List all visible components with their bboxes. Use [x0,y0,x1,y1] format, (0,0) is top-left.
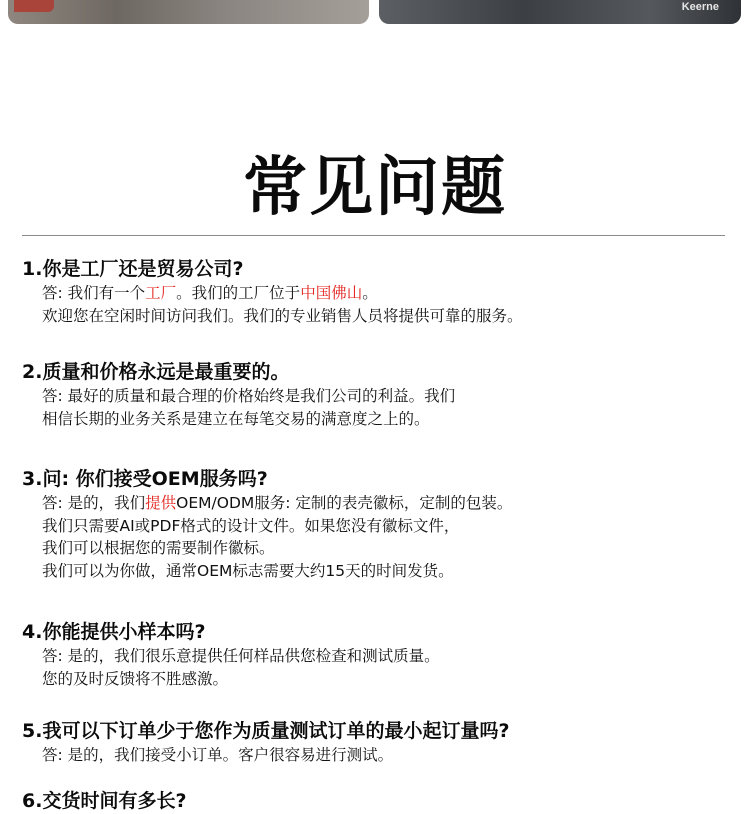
faq-answer [42,282,742,327]
faq-item-5 [22,718,742,767]
answer-line: 相信长期的业务关系是建立在每笔交易的满意度之上的。 [42,409,430,428]
faq-item-3 [22,466,742,582]
answer-line: 答: 最好的质量和最合理的价格始终是我们公司的利益。我们 [42,387,456,405]
faq-question: 1.你是工厂还是贸易公司? [22,258,244,280]
faq-question: 5.我可以下订单少于您作为质量测试订单的最小起订量吗? [22,720,510,742]
answer-line: 您的及时反馈将不胜感激。 [42,669,229,688]
answer-line [42,492,742,515]
answer-line: 我们只需要AI或PDF格式的设计文件。如果您没有徽标文件， [42,516,460,535]
highlight-text: 提供 [145,494,177,512]
answer-text: OEM/ODM服务: 定制的表壳徽标，定制的包装。 [176,494,513,512]
answer-line: 答: 是的，我们接受小订单。客户很容易进行测试。 [42,746,394,764]
answer-text: 答: 我们有一个 [42,284,146,302]
faq-answer [42,385,742,430]
faq-question: 6.交货时间有多长? [22,790,187,812]
answer-text: 。我们的工厂位于 [176,284,301,302]
faq-item-1 [22,256,742,327]
photo-watermark: Keerne [681,1,719,13]
faq-answer [42,744,742,767]
faq-item-6 [22,788,742,814]
faq-answer [42,645,742,690]
product-photo-right [379,0,741,24]
highlight-text: 工厂 [145,284,177,302]
photo-red-object [14,0,54,12]
faq-question: 3.问: 你们接受OEM服务吗? [22,468,268,490]
faq-question: 4.你能提供小样本吗? [22,621,206,643]
answer-line: 欢迎您在空闲时间访问我们。我们的专业销售人员将提供可靠的服务。 [42,306,523,325]
answer-line: 我们可以为你做，通常OEM标志需要大约15天的时间发货。 [42,561,454,580]
answer-line: 我们可以根据您的需要制作徽标。 [42,539,275,557]
title-divider [22,235,725,236]
faq-answer [42,492,742,582]
faq-question: 2.质量和价格永远是最重要的。 [22,361,290,383]
answer-text: 答: 是的，我们 [42,494,146,512]
faq-item-4 [22,619,742,690]
highlight-text: 中国佛山 [300,284,363,302]
page-title: 常见问题 [243,151,507,225]
answer-line: 答: 是的，我们很乐意提供任何样品供您检查和测试质量。 [42,647,440,665]
answer-text: 。 [362,284,378,302]
product-photo-left [8,0,369,24]
answer-line [42,282,742,305]
faq-item-2 [22,359,742,430]
